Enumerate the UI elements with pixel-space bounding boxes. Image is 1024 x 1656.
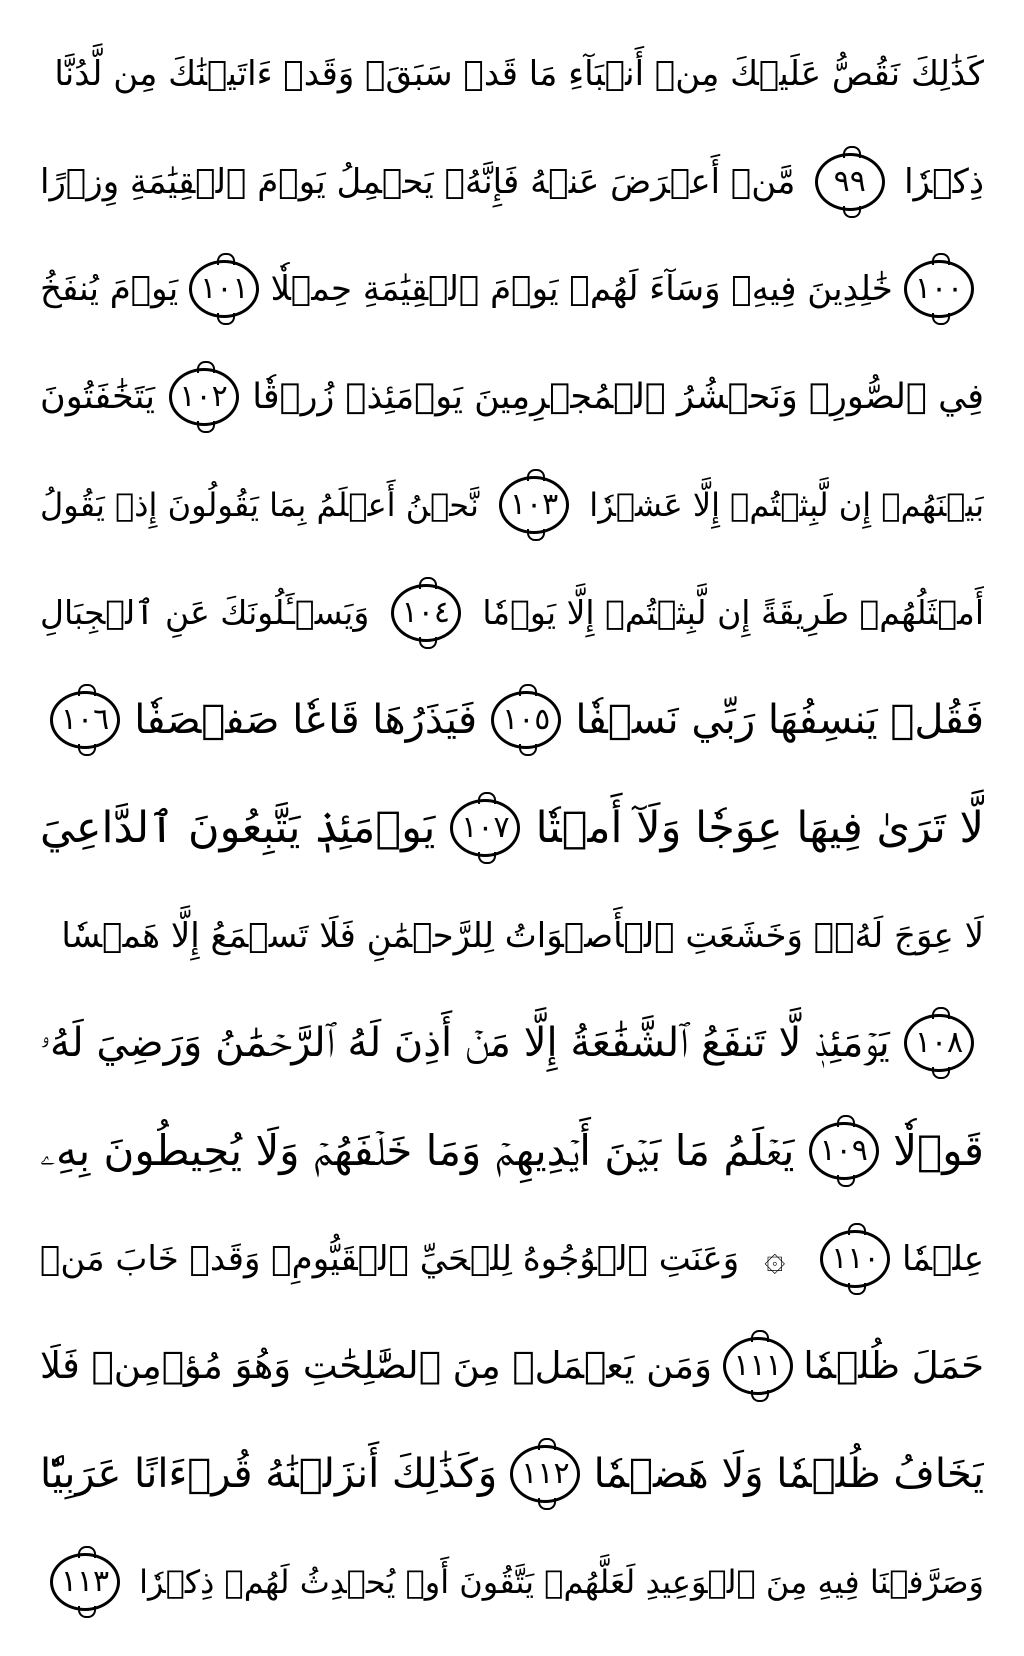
- line-8-text-a: لَّا تَرَىٰ فِيهَا عِوَجٗا وَلَآ أَمۡتٗا: [535, 802, 984, 853]
- text-line-8: [40, 778, 984, 878]
- ayah-number-marker: ١٠٠: [904, 260, 974, 318]
- line-4-text-a: فِي ٱلصُّورِۚ وَنَحۡشُرُ ٱلۡمُجۡرِمِينَ يَوۡمَئِذٖ زُرۡقٗا: [252, 377, 984, 418]
- text-line-11: [40, 1101, 984, 1201]
- text-line-6: [40, 563, 984, 663]
- text-line-1: [40, 24, 984, 124]
- text-line-14: [40, 1424, 984, 1524]
- text-line-5: [40, 455, 984, 555]
- ayah-number-marker: ١٠٩: [809, 1122, 879, 1180]
- line-7-text-a: فَقُلۡ يَنسِفُهَا رَبِّي نَسۡفٗا: [575, 697, 984, 744]
- line-9-text: لَا عِوَجَ لَهُۥۖ وَخَشَعَتِ ٱلۡأَصۡوَاتُ لِلرَّحۡمَٰنِ فَلَا تَسۡمَعُ إِلَّا هَمۡسٗا: [61, 915, 984, 956]
- line-11-text-a: قَوۡلٗا: [893, 1126, 984, 1176]
- line-12-text-a: عِلۡمٗا: [902, 1238, 984, 1279]
- line-12-text-b: وَعَنَتِ ٱلۡوُجُوهُ لِلۡحَيِّ ٱلۡقَيُّومِۖ وَقَدۡ خَابَ مَنۡ: [40, 1238, 740, 1279]
- ayah-number-marker: ١١٠: [820, 1230, 890, 1288]
- line-3-text-b: يَوۡمَ يُنفَخُ: [40, 269, 179, 310]
- ayah-number-marker: ١٠٤: [391, 584, 461, 642]
- line-6-text-b: وَيَسۡـَٔلُونَكَ عَنِ ٱلۡجِبَالِ: [40, 592, 370, 632]
- ayah-number-marker: ١٠٦: [50, 691, 120, 749]
- line-6-text-a: أَمۡثَلُهُمۡ طَرِيقَةً إِن لَّبِثۡتُمۡ إِلَّا يَوۡمٗا: [482, 592, 984, 632]
- line-13-text-a: حَمَلَ ظُلۡمٗا: [803, 1344, 984, 1388]
- ayah-number-marker: ١٠٥: [491, 691, 561, 749]
- line-13-text-b: وَمَن يَعۡمَلۡ مِنَ ٱلصَّٰلِحَٰتِ وَهُوَ مُؤۡمِنٞ فَلَا: [40, 1344, 712, 1388]
- ayah-number-marker: ١٠٨: [904, 1014, 974, 1072]
- text-line-12: [40, 1209, 984, 1309]
- line-14-text-b: وَكَذَٰلِكَ أَنزَلۡنَٰهُ قُرۡءَانًا عَرَبِيّٗا: [40, 1451, 498, 1498]
- text-line-15: [40, 1532, 984, 1632]
- text-line-10: [40, 993, 984, 1093]
- line-4-text-b: يَتَخَٰفَتُونَ: [40, 377, 155, 418]
- ayah-number-marker: ١١٢: [510, 1445, 580, 1503]
- line-2-text-a: ذِكۡرٗا: [904, 161, 984, 202]
- ayah-number-marker: ١٠٣: [499, 476, 569, 534]
- line-15-text: وَصَرَّفۡنَا فِيهِ مِنَ ٱلۡوَعِيدِ لَعَلَّهُمۡ يَتَّقُونَ أَوۡ يُحۡدِثُ لَهُمۡ ذِكۡرٗا: [139, 1562, 984, 1601]
- text-line-4: [40, 347, 984, 447]
- line-5-text-b: نَّحۡنُ أَعۡلَمُ بِمَا يَقُولُونَ إِذۡ يَقُولُ: [40, 485, 479, 524]
- line-2-text-b: مَّنۡ أَعۡرَضَ عَنۡهُ فَإِنَّهُۥ يَحۡمِلُ يَوۡمَ ٱلۡقِيَٰمَةِ وِزۡرًا: [40, 161, 796, 202]
- ayah-number-marker: ١٠١: [189, 260, 259, 318]
- text-line-9: [40, 886, 984, 986]
- ayah-number-marker: ١١٣: [50, 1553, 120, 1611]
- line-10-text: يَوۡمَئِذٖ لَّا تَنفَعُ ٱلشَّفَٰعَةُ إِلَّا مَنۡ أَذِنَ لَهُ ٱلرَّحۡمَٰنُ وَرَضِيَ لَهُۥ: [40, 1020, 890, 1067]
- text-line-7: [40, 670, 984, 770]
- ayah-number-marker: ١٠٧: [450, 799, 520, 857]
- text-line-3: [40, 239, 984, 339]
- sajda-rub-el-hizb-icon: ۞: [764, 1237, 786, 1279]
- verse-lines: [40, 24, 984, 1632]
- ayah-number-marker: ١١١: [723, 1337, 793, 1395]
- line-7-text-b: فَيَذَرُهَا قَاعٗا صَفۡصَفٗا: [134, 697, 478, 744]
- line-11-text-b: يَعۡلَمُ مَا بَيۡنَ أَيۡدِيهِمۡ وَمَا خَلۡفَهُمۡ وَلَا يُحِيطُونَ بِهِۦ: [40, 1126, 795, 1176]
- line-5-text-a: بَيۡنَهُمۡ إِن لَّبِثۡتُمۡ إِلَّا عَشۡرٗا: [589, 485, 984, 524]
- line-3-text-a: خَٰلِدِينَ فِيهِۖ وَسَآءَ لَهُمۡ يَوۡمَ ٱلۡقِيَٰمَةِ حِمۡلٗا: [270, 269, 893, 310]
- line-1-text: كَذَٰلِكَ نَقُصُّ عَلَيۡكَ مِنۡ أَنۢبَآءِ مَا قَدۡ سَبَقَۚ وَقَدۡ ءَاتَيۡنَٰكَ مِن لَّدُنَّا: [54, 54, 984, 94]
- text-line-13: [40, 1316, 984, 1416]
- text-line-2: [40, 132, 984, 232]
- line-8-text-b: يَوۡمَئِذٖ يَتَّبِعُونَ ٱلدَّاعِيَ: [40, 802, 436, 853]
- ayah-number-marker: ٩٩: [815, 153, 885, 211]
- line-14-text-a: يَخَافُ ظُلۡمٗا وَلَا هَضۡمٗا: [593, 1451, 984, 1498]
- ayah-number-marker: ١٠٢: [169, 368, 239, 426]
